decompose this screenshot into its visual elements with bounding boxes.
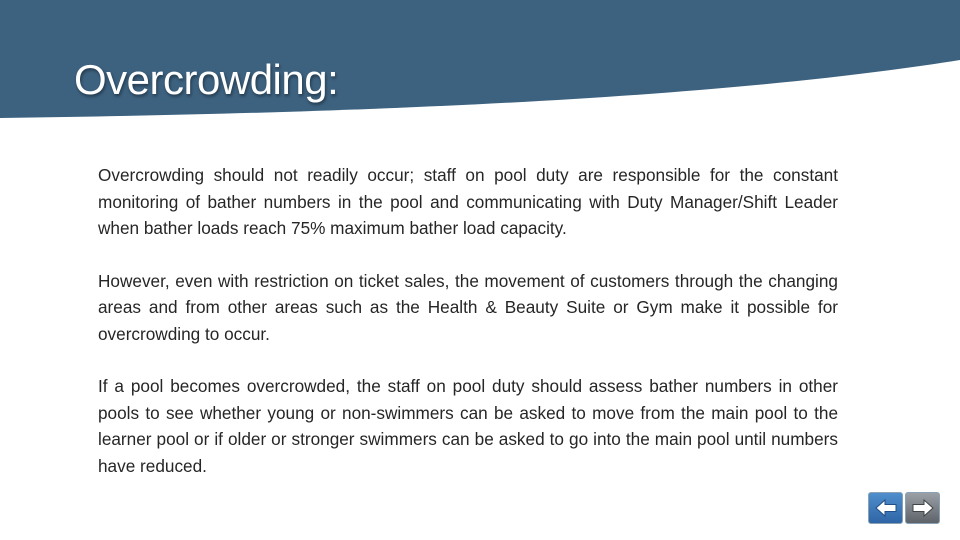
- arrow-right-icon: [910, 497, 936, 519]
- paragraph-monitoring: Overcrowding should not readily occur; staff on pool duty are responsible for the constant monitoring of bather numbers in the pool and communicating with Duty Manager/Shift Leader when bather loads reach 75% maximum bather load capacity.: [98, 165, 838, 238]
- next-slide-button[interactable]: [905, 492, 940, 524]
- paragraph-action: If a pool becomes overcrowded, the staff on pool duty should assess bather numbers in other pools to see whether young or non-swimmers can be asked to move from the main pool to the learner pool or if older or stronger swimmers can be asked to go into the main pool until numbers have reduced.: [98, 376, 838, 476]
- paragraph-movement: However, even with restriction on ticket sales, the movement of customers through the changing areas and from other areas such as the Health & Beauty Suite or Gym make it possible for overcrowding to occur.: [98, 270, 838, 344]
- previous-slide-button[interactable]: [868, 492, 903, 524]
- slide-title: Overcrowding:: [74, 56, 339, 103]
- arrow-left-icon: [873, 497, 899, 519]
- slide-navigation: [868, 492, 940, 524]
- slide-body: [98, 162, 838, 505]
